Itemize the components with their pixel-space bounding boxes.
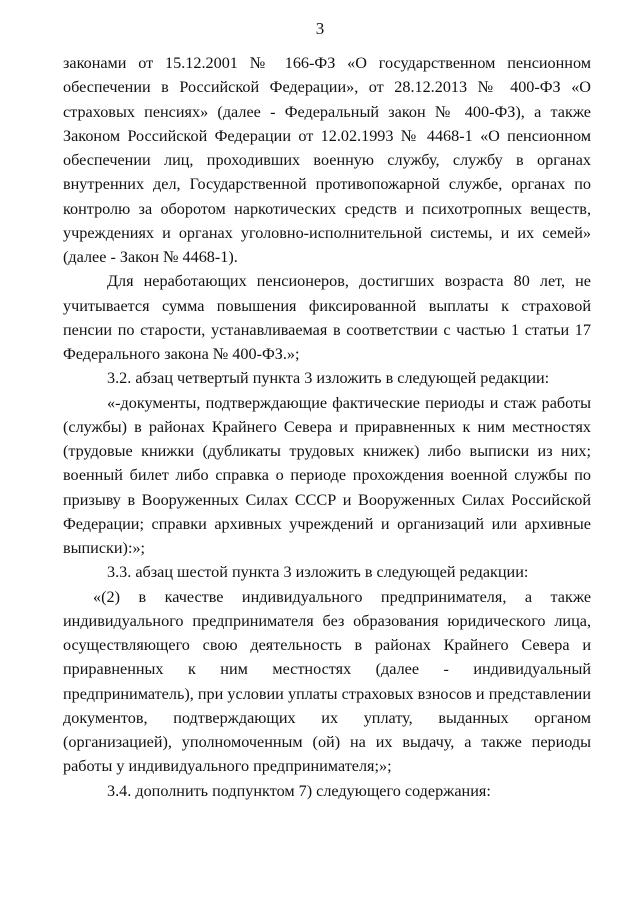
paragraph-amendment-3-3: 3.3. абзац шестой пункта 3 изложить в следующей редакции: [107,563,529,582]
page-number: 3 [315,19,325,38]
paragraph-entrepreneur: «(2) в качестве индивидуального предпринимателя, а также индивидуального предпринимателя без образования юридического лица, осуществляющего свою деятельность в районах Крайнего Севера и приравненных к ним местностях (далее - индивидуальный предприниматель), при условии уплаты страховых взносов и представлении документов, подтверждающих их уплату, выданных органом (организацией), уполномоченным (ой) на их выдачу, а также периоды работы у индивидуального предпринимателя;»; [63,587,591,776]
paragraph-amendment-3-2: 3.2. абзац четвертый пункта 3 изложить в следующей редакции: [107,369,550,388]
paragraph-amendment-3-4: 3.4. дополнить подпунктом 7) следующего содержания: [107,781,491,800]
paragraph-documents-list: «-документы, подтверждающие фактические периоды и стаж работы (службы) в районах Крайнего Севера и приравненных к ним местностях (трудовые книжки (дубликаты трудовых книжек) либо выписки из них; военный билет либо справка о периоде прохождения военной службы по призыву в Вооруженных Силах СССР и Вооруженных Силах Российской Федерации; справки архивных учреждений и организаций или архивные выписки):»; [63,393,591,557]
paragraph-pensioners-80: Для неработающих пенсионеров, достигших возраста 80 лет, не учитывается сумма повышения фиксированной выплаты к страховой пенсии по старости, устанавливаемая в соответствии с частью 1 статьи 17 Федерального закона № 400-ФЗ.»; [63,272,591,363]
document-body [63,51,591,803]
paragraph-laws-reference: законами от 15.12.2001 № 166-ФЗ «О государственном пенсионном обеспечении в Российской Федерации», от 28.12.2013 № 400-ФЗ «О страховых пенсиях» (далее - Федеральный закон № 400-ФЗ), а также Законом Российской Федерации от 12.02.1993 № 4468-1 «О пенсионном обеспечении лиц, проходивших военную службу, службу в органах внутренних дел, Государственной противопожарной службе, органах по контролю за оборотом наркотических средств и психотропных веществ, учреждениях и органах уголовно-исполнительной системы, и их семей» (далее - Закон № 4468-1). [63,54,591,266]
